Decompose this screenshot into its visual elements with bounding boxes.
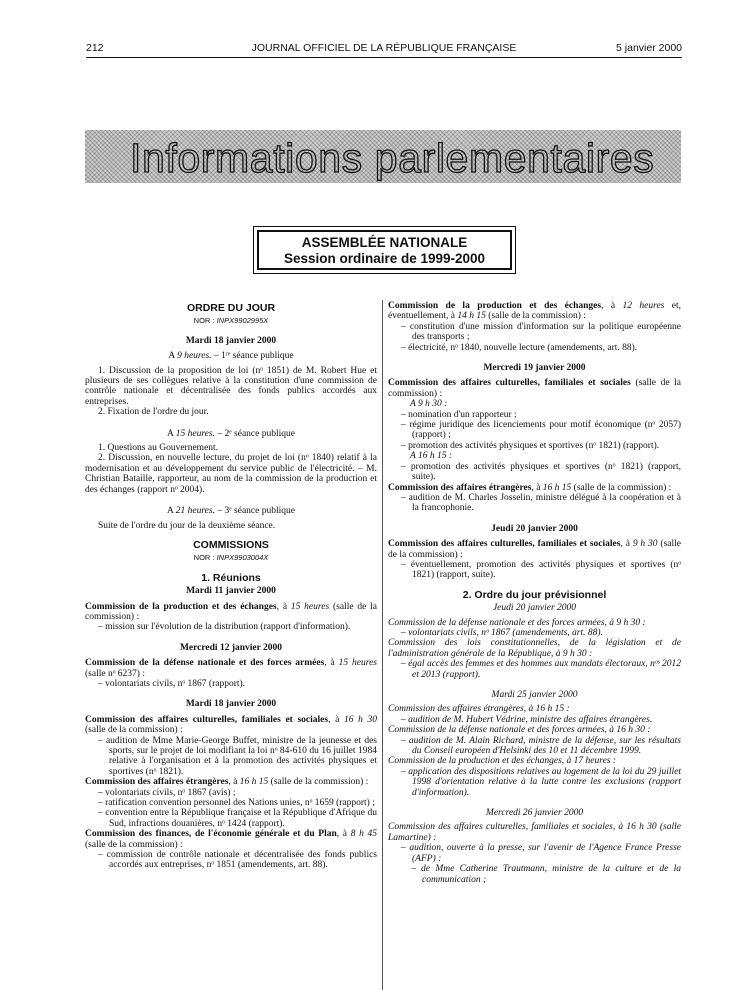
day-heading: Mardi 11 janvier 2000 <box>186 586 276 597</box>
day-heading: Mardi 18 janvier 2000 <box>185 335 277 346</box>
ordre-previsionnel-heading: 2. Ordre du jour prévisionnel <box>462 588 607 601</box>
agenda-item: 1. Questions au Gouvernement. <box>98 443 219 454</box>
commission-entry: Commission de la production et des échanges, à 17 heures : <box>388 756 617 767</box>
commission-entry: Commission des finances, de l'économie générale et du Plan, à 8 h 45 (salle de la commission) : <box>85 829 377 850</box>
commissions-heading: COMMISSIONS <box>193 538 269 551</box>
commission-entry: Commission des affaires étrangères, à 16 h 15 : <box>388 704 570 715</box>
day-heading: Jeudi 20 janvier 2000 <box>491 523 578 534</box>
commission-entry: Commission des affaires culturelles, familiales et sociales, à 16 h 30 (salle de la commission) : <box>85 714 378 736</box>
time-subheading: A 9 h 30 : <box>410 399 448 410</box>
session-name: Session ordinaire de 1999-2000 <box>283 251 486 266</box>
nor-reference: NOR : INPX9903004X <box>193 553 269 563</box>
banner-title: Informations parlementaires <box>130 135 655 181</box>
list-item: – de Mme Catherine Trautmann, ministre de la culture et de la communication ; <box>411 864 681 885</box>
list-item: – mission sur l'évolution de la distribution (rapport d'information). <box>98 622 351 633</box>
nor-reference: NOR : INPX9902995X <box>193 316 269 326</box>
day-heading: Mercredi 26 janvier 2000 <box>485 808 584 819</box>
list-item: – volontariats civils, nᵒ 1867 (amendements, art. 88). <box>401 627 603 638</box>
list-item: – audition, ouverte à la presse, sur l'avenir de l'Agence France Presse (AFP) : <box>401 843 681 864</box>
assembly-box <box>253 226 516 274</box>
list-item: – audition de M. Hubert Védrine, ministre des affaires étrangères. <box>401 714 653 725</box>
day-heading: Mardi 25 janvier 2000 <box>491 690 578 700</box>
list-item: – volontariats civils, nᵒ 1867 (rapport). <box>98 678 246 689</box>
day-heading: Mercredi 12 janvier 2000 <box>179 642 283 653</box>
provisional-agenda <box>388 603 681 885</box>
assembly-name: ASSEMBLÉE NATIONALE <box>301 235 468 250</box>
list-item: – éventuellement, promotion des activités physiques et sportives (nᵒ 1821) (rapport, suite). <box>401 559 681 581</box>
commission-entry: Commission de la production et des échanges, à 12 heures et, éventuellement, à 14 h 15 (salle de la commission) : <box>388 301 682 322</box>
list-item: – promotion des activités physiques et sportives (nᵒ 1821) (rapport, suite). <box>401 461 681 483</box>
section-banner <box>85 130 681 183</box>
commission-entry: Commission des affaires culturelles, familiales et sociales, à 16 h 30 (salle Lamartine) : <box>388 822 681 843</box>
seance-heading: A 9 heures. – 1ʳᵉ séance publique <box>168 351 294 362</box>
commission-entry: Commission des affaires étrangères, à 16 h 15 (salle de la commission) : <box>388 482 672 493</box>
agenda-item: 2. Discussion, en nouvelle lecture, du projet de loi (nᵒ 1840) relatif à la modernisation et au développement du service public de l'électricité. – M. Christian Bataille, rapporteur, au nom de la commission de la production et des échanges (rapport nᵒ 2004). <box>85 453 377 495</box>
list-item: – application des dispositions relatives au logement de la loi du 29 juillet 1998 d'orientation relative à la lutte contre les exclusions (rapport d'information). <box>401 766 681 798</box>
agenda-item: Suite de l'ordre du jour de la deuxième séance. <box>98 520 276 531</box>
list-item: – audition de M. Charles Josselin, ministre délégué à la coopération et à la francophonie. <box>401 492 681 514</box>
ordre-du-jour-heading: ORDRE DU JOUR <box>186 302 276 314</box>
day-heading: Jeudi 20 janvier 2000 <box>492 603 577 614</box>
list-item: – électricité, nᵒ 1840, nouvelle lecture (amendements, art. 88). <box>401 342 638 353</box>
commission-entry: Commission de la défense nationale et des forces armées, à 9 h 30 : <box>388 617 646 628</box>
list-item: – constitution d'une mission d'information sur la politique européenne des transports ; <box>401 321 681 343</box>
page-number: 212 <box>86 42 104 54</box>
reunions-heading: 1. Réunions <box>201 571 261 584</box>
day-heading: Mercredi 19 janvier 2000 <box>483 363 586 374</box>
running-header <box>86 42 682 56</box>
commission-entry: Commission des lois constitutionnelles, de la législation et de l'administration générale de la République, à 9 h 30 : <box>388 638 681 659</box>
journal-title: JOURNAL OFFICIEL DE LA RÉPUBLIQUE FRANÇAISE <box>251 42 517 54</box>
list-item: – audition de Mme Marie-George Buffet, ministre de la jeunesse et des sports, sur le projet de loi modifiant la loi nᵒ 84-610 du 16 juillet 1984 relative à l'organisation et à la promotion des activités physiques et sportives (nᵒ 1821). <box>98 735 377 777</box>
list-item: – promotion des activités physiques et sportives (nᵒ 1821) (rapport). <box>401 440 660 451</box>
commission-entry: Commission des affaires étrangères, à 16 h 15 (salle de la commission) : <box>85 777 369 788</box>
column-divider <box>382 300 383 990</box>
header-rule <box>86 57 682 58</box>
list-item: – ratification convention personnel des Nations unies, nᵒ 1659 (rapport) ; <box>98 798 375 809</box>
time-subheading: A 16 h 15 : <box>410 451 453 462</box>
right-column <box>388 301 681 885</box>
list-item: – régime juridique des licenciements pour motif économique (nᵒ 2057) (rapport) ; <box>401 420 681 441</box>
list-item: – nomination d'un rapporteur ; <box>401 409 517 420</box>
commission-entry: Commission de la défense nationale et des forces armées, à 15 heures (salle nᵒ 6237) : <box>85 658 378 679</box>
seance-heading: A 21 heures. – 3ᵉ séance publique <box>167 506 295 517</box>
seance-heading: A 15 heures. – 2ᵉ séance publique <box>167 428 295 439</box>
list-item: – audition de M. Alain Richard, ministre de la défense, sur les résultats du Conseil européen d'Helsinki des 10 et 11 décembre 1999. <box>401 735 681 757</box>
left-column <box>85 301 377 871</box>
list-item: – convention entre la République française et la République d'Afrique du Sud, infractions douanières, nᵒ 1424 (rapport). <box>98 808 377 829</box>
commission-entry: Commission de la défense nationale et des forces armées, à 16 h 30 : <box>388 725 651 736</box>
commission-entry: Commission de la production et des échanges, à 15 heures (salle de la commission) : <box>85 601 377 622</box>
list-item: – volontariats civils, nᵒ 1867 (avis) ; <box>98 787 236 798</box>
day-heading: Mardi 18 janvier 2000 <box>185 699 277 710</box>
agenda-item: 2. Fixation de l'ordre du jour. <box>98 407 209 418</box>
issue-date: 5 janvier 2000 <box>616 42 682 54</box>
list-item: – commission de contrôle nationale et décentralisée des fonds publics accordés aux entreprises, nᵒ 1851 (amendements, art. 88). <box>98 850 377 871</box>
commission-entry: Commission des affaires culturelles, familiales et sociales (salle de la commission) : <box>388 378 681 399</box>
agenda-item: 1. Discussion de la proposition de loi (nᵒ 1851) de M. Robert Hue et plusieurs de ses collègues relative à la constitution d'une commission de contrôle nationale et décentralisée des fonds publics accordés aux entreprises. <box>85 365 377 407</box>
list-item: – égal accès des femmes et des hommes aux mandats électoraux, nᵒˢ 2012 et 2013 (rapport). <box>401 659 681 680</box>
commission-entry: Commission des affaires culturelles, familiales et sociales, à 9 h 30 (salle de la commission) : <box>388 539 682 560</box>
